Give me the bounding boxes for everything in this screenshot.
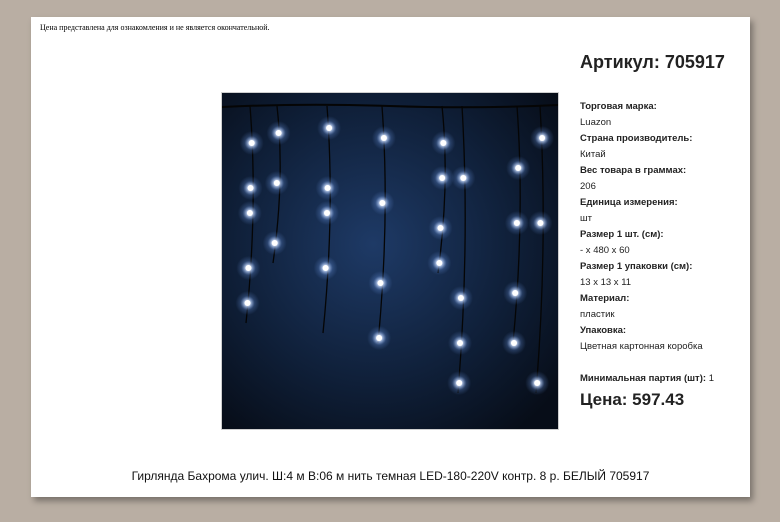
led-bulb [439, 175, 445, 181]
led-bulb [511, 340, 517, 346]
led-bulb [245, 300, 251, 306]
led-bulb [381, 135, 387, 141]
spec-label: Торговая марка: [580, 101, 657, 112]
spec-label: Вес товара в граммах: [580, 165, 687, 176]
spec-row [580, 99, 748, 131]
spec-row [580, 195, 748, 227]
spec-value: Luazon [580, 117, 612, 128]
led-bulb [325, 185, 331, 191]
led-bulb [377, 280, 383, 286]
spec-row [580, 227, 748, 259]
led-bulb [245, 265, 251, 271]
spec-label: Размер 1 упаковки (см): [580, 261, 693, 272]
spec-label: Размер 1 шт. (см): [580, 229, 664, 240]
led-bulb [379, 200, 385, 206]
led-bulb [515, 165, 521, 171]
spec-row [580, 259, 748, 291]
specifications [580, 99, 748, 355]
led-bulb [460, 175, 466, 181]
spec-value: - х 480 х 60 [580, 245, 630, 256]
led-bulb [272, 240, 278, 246]
led-bulb [323, 265, 329, 271]
led-bulb [537, 220, 543, 226]
article-number: Артикул: 705917 [580, 52, 725, 72]
led-bulb [248, 185, 254, 191]
led-bulb [440, 140, 446, 146]
spec-row [580, 131, 748, 163]
price-disclaimer: Цена представлена для ознакомления и не является окончательной. [40, 23, 270, 32]
led-bulb [276, 130, 282, 136]
led-bulb [438, 225, 444, 231]
led-bulb [514, 220, 520, 226]
product-photo [221, 92, 559, 430]
spec-row [580, 323, 748, 355]
price: Цена: 597.43 [580, 390, 685, 409]
spec-value: 206 [580, 181, 596, 192]
spec-row [580, 163, 748, 195]
moq-label: Минимальная партия (шт): [580, 373, 707, 384]
spec-label: Единица измерения: [580, 197, 678, 208]
spec-value: 13 х 13 х 11 [580, 277, 632, 288]
led-bulb [436, 260, 442, 266]
led-bulb [324, 210, 330, 216]
led-bulb [274, 180, 280, 186]
moq-value: 1 [708, 373, 714, 384]
spec-label: Упаковка: [580, 325, 627, 336]
led-bulb [247, 210, 253, 216]
led-bulb [326, 125, 332, 131]
product-title: Гирлянда Бахрома улич. Ш:4 м В:06 м нить темная LED-180-220V контр. 8 р. БЕЛЫЙ 705917 [131, 469, 650, 483]
led-bulb [512, 290, 518, 296]
spec-label: Страна производитель: [580, 133, 693, 144]
led-bulb [539, 135, 545, 141]
product-sheet [31, 17, 750, 497]
spec-label: Материал: [580, 293, 630, 304]
minimum-order [580, 373, 714, 384]
led-bulb [456, 380, 462, 386]
spec-value: Китай [580, 149, 606, 160]
led-bulb [458, 295, 464, 301]
led-bulb [249, 140, 255, 146]
spec-value: пластик [580, 309, 615, 320]
led-bulb [376, 335, 382, 341]
spec-row [580, 291, 748, 323]
spec-value: Цветная картонная коробка [580, 341, 703, 352]
garland-illustration [222, 93, 558, 429]
spec-value: шт [580, 213, 592, 224]
led-bulb [534, 380, 540, 386]
led-bulb [457, 340, 463, 346]
